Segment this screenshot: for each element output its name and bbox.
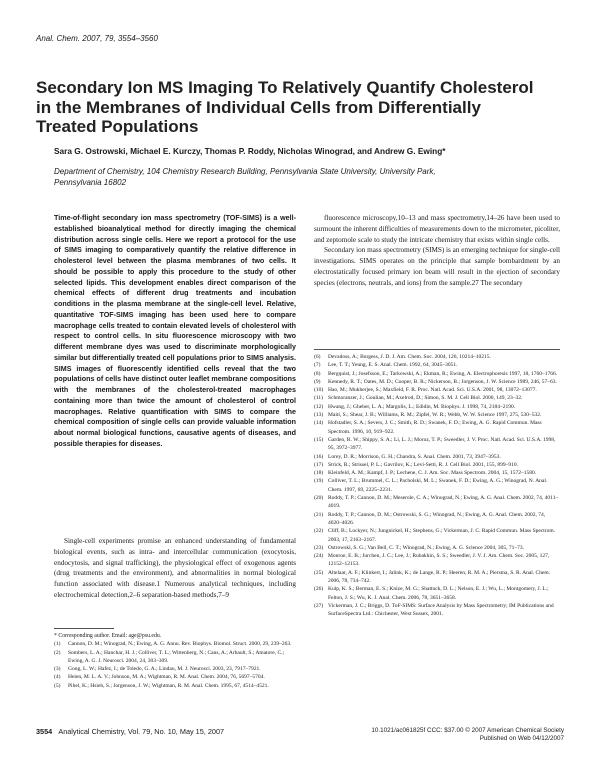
reference-number: (20) [314,495,324,502]
references-left [54,632,296,690]
reference-item [314,569,560,586]
citation-details: 2007, 79, 3554–3560 [82,34,158,43]
reference-number: (12) [314,403,324,410]
reference-number: (14) [314,420,324,427]
reference-item [54,682,296,690]
paragraph: Single-cell experiments promise an enhanced understanding of fundamental biological events, such as intra- and intercellular communication (exocytosis, endocytosis, and signal trafficking), the physiological effect of exogenous agents (drug treatments and the environment), and abnormalities in normal biological function associated with disease.1 Numerous analytical techniques, including electrochemical detection,2–6 separation-based methods,7–9 [54,537,296,599]
reference-text: Monroe, E. B.; Jurchen, J. C.; Lee, J.; Rubakhin, S. S.; Sweedler, J. V. J. Am. Chem. Soc. 2005, 127, 12152–12153. [328,553,550,568]
reference-number: (9) [314,378,321,385]
page-footer-right [330,727,564,743]
reference-number: (13) [314,412,324,419]
reference-number: (10) [314,387,324,394]
reference-number: (22) [314,528,324,535]
reference-number: (19) [314,478,324,485]
footnote-divider [54,628,114,629]
reference-number: (27) [314,602,324,609]
reference-number: (24) [314,553,324,560]
paragraph: fluorescence microscopy,10–13 and mass spectrometry,14–26 have been used to surmount the inherent difficulties of measurements down to the micrometer, picoliter, and zeptomole scale to study the intricate chemistry that exists within single cells. [314,214,560,244]
reference-text: Cliff, B.; Lockyer, N.; Jungnickel, H.; Stephens, G.; Vickerman, J. C. Rapid Commun. Mass Spectrom. 2003, 17, 2163–2167. [328,528,556,543]
reference-text: Hofstadler, S. A.; Severs, J. C.; Smith, R. D.; Swanek, F. D.; Ewing, A. G. Rapid Commun. Mass Spectrom. 1996, 10, 919–922. [328,420,542,435]
reference-item [314,353,560,361]
reference-number: (21) [314,511,324,518]
reference-item [314,386,560,394]
reference-number: (3) [54,666,61,673]
published-line: Published on Web 04/12/2007 [479,735,564,742]
reference-number: (16) [314,453,324,460]
reference-text: Roddy, T. P.; Cannon, D. M.; Ostrowski, S. G.; Winograd, N.; Ewing, A. G. Anal. Chem. 2002, 74, 4020–4026. [328,511,546,526]
reference-item [314,403,560,411]
reference-number: (1) [54,641,61,648]
reference-number: (4) [54,674,61,681]
doi-line: 10.1021/ac061825f CCC: $37.00 © 2007 American Chemical Society [371,727,564,734]
reference-number: (15) [314,436,324,443]
reference-text: Kleinfeld, A. M.; Kampf, J. P.; Lechene, C. J. Am. Soc. Mass Spectrom. 2004, 15, 1572–1580. [328,470,537,477]
reference-item [314,378,560,386]
reference-item [314,453,560,461]
reference-text: Kulp, K. S.; Berman, E. S.; Knize, M. G.; Shattuck, D. L.; Nelson, E. J.; Wu, L.; Montgomery, J. L.; Felton, J. S.; Wu, K. J. Anal. Chem. 2006, 78, 3651–3658. [328,586,549,601]
reference-number: (11) [314,395,323,402]
reference-text: Gong, L. W.; Hafez, I.; de Toledo, G. A.; Lindau, M. J. Neurosci. 2003, 23, 7917–7921. [68,666,261,673]
reference-item [314,494,560,511]
reference-item [314,370,560,378]
reference-number: (2) [54,649,61,656]
reference-text: Garden, R. W.; Shippy, S. A.; Li, L. J.; Moroz, T. P.; Sweedler, J. V. Proc. Natl. Acad. Sci. U.S.A. 1998, 95, 3972–3977. [328,436,556,452]
references-right [314,353,560,619]
reference-item [314,361,560,369]
reference-text: Hao, M.; Mukherjee, S.; Maxfield, F. R. Proc. Natl. Acad. Sci. U.S.A. 2001, 98, 13072–13077. [328,387,537,394]
reference-text: Colliver, T. L.; Brummel, C. L.; Pacholski, M. L.; Swanek, F. D.; Ewing, A. G.; Winograd, N. Anal. Chem. 1997, 69, 2225–2231. [328,478,548,493]
reference-text: Maiti, S.; Shear, J. B.; Williams, R. M.; Zipfel, W. R.; Webb, W. W. Science 1997, 275, 530–532. [328,412,542,419]
reference-number: (25) [314,569,324,576]
reference-number: (26) [314,586,324,593]
reference-item [314,394,560,402]
reference-item [314,461,560,469]
reference-text: Bergquist, J.; Josefsson, E.; Tarkowski, A.; Ekman, R.; Ewing, A. Electrophoresis 1997, 18, 1760–1766. [328,370,558,377]
reference-item [54,665,296,673]
reference-list [54,640,296,690]
reference-number: (23) [314,544,324,551]
affiliation: Department of Chemistry, 104 Chemistry Research Building, Pennsylvania State University, University Park, Pennsylvania 16802 [54,167,436,187]
reference-number: (5) [54,682,61,689]
reference-text: Strick, R.; Strissel, P. L.; Gavrilov, K.; Levi-Setti, R. J. Cell Biol. 2001, 155, 899–910. [328,461,519,468]
reference-text: Lee, T. T.; Yeung, E. S. Anal. Chem. 1992, 64, 3045–3051. [328,362,458,369]
journal-name: Anal. Chem. [36,34,81,43]
reference-text: Sombers, L. A.; Hanchar, H. J.; Colliver, T. L.; Wittenberg, N.; Cans, A.; Arbault, S.; Amatore, C.; Ewing, A. G. J. Neurosci. 2004, 24, 303–309. [68,649,285,664]
reference-item [314,585,560,602]
reference-item [54,640,296,648]
reference-text: Hwang, J.; Gheber, L. A.; Margolis, L.; Edidin, M. Biophys. J. 1998, 74, 2184–2190. [328,403,516,410]
reference-text: Cannon, D. M.; Winograd, N.; Ewing, A. G. Annu. Rev. Biophys. Biomol. Struct. 2000, 29, 239–263. [68,641,292,648]
reference-item [314,527,560,544]
reference-item [314,411,560,419]
journal-info: Analytical Chemistry, Vol. 79, No. 10, May 15, 2007 [58,727,225,736]
reference-number: (17) [314,461,324,468]
reference-text: Altelaar, A. F.; Klinkert, I.; Jalink, K.; de Lange, R. P.; Heeren, R. M. A.; Piersma, S. R. Anal. Chem. 2006, 78, 734–742. [328,569,551,585]
body-text-right [314,213,560,289]
reference-item [314,419,560,436]
body-text-left [54,536,296,601]
reference-item [314,552,560,569]
journal-citation [36,34,158,43]
reference-number: (18) [314,470,324,477]
reference-item [314,469,560,477]
corresponding-author-note: * Corresponding author. Email: age@psu.edu. [54,633,162,639]
paragraph: Secondary ion mass spectrometry (SIMS) is an emerging technique for single-cell investigations. SIMS operates on the principle that sample bombardment by an electrostatically focused primary ion beam will result in the ejection of secondary species (electrons, neutrals, and ions) from the sample.27 The secondary [314,246,560,287]
reference-item [54,673,296,681]
reference-number: (6) [314,354,321,360]
article-title: Secondary Ion MS Imaging To Relatively Quantify Cholesterol in the Membranes of Individual Cells from Differentially Treated Populations [36,78,534,136]
reference-text: Schmoranzer, J.; Goulian, M.; Axelrod, D.; Simon, S. M. J. Cell Biol. 2000, 149, 23–32. [328,395,523,402]
reference-item [314,511,560,528]
reference-text: Devadoss, A.; Burgess, J. D. J. Am. Chem. Soc. 2004, 126, 10214–10215. [328,354,491,360]
abstract: Time-of-flight secondary ion mass spectrometry (TOF-SIMS) is a well-established bioanalytical method for directly imaging the chemical distribution across single cells. Here we report a protocol for the use of SIMS imaging to comparatively quantify the relative difference in cholesterol level between the plasma membranes of two cells. It should be possible to apply this procedure to the study of other selected lipids. This development enables direct comparison of the chemical effects of different drug treatments and incubation conditions in the plasma membrane at the single-cell level. Relative, quantitative TOF-SIMS imaging has been used here to compare macrophage cells treated to contain elevated levels of cholesterol with respect to control cells. In situ fluorescence microscopy with two different membrane dyes was used to discriminate morphologically similar but differentially treated cell populations prior to SIMS analysis. SIMS images of fluorescently identified cells reveal that the two populations of cells have distinct outer leaflet membrane compositions with the membranes of the cholesterol-treated macrophages containing more than twice the amount of cholesterol of control macrophages. Relative quantification with SIMS to compare the chemical composition of single cells can provide valuable information about normal biological functions, causative agents of diseases, and possible therapies for diseases. [54,214,296,448]
reference-item [314,544,560,552]
page-footer-left [36,727,224,736]
reference-text: Ostrowski, S. G.; Van Bell, C. T.; Winograd, N.; Ewing, A. G. Science 2004, 305, 71–73. [328,544,524,551]
author-list: Sara G. Ostrowski, Michael E. Kurczy, Thomas P. Roddy, Nicholas Winograd, and Andrew G. Ewing* [54,146,446,156]
reference-number: (8) [314,370,321,377]
references-divider [314,349,560,350]
reference-text: Lorey, D. R.; Morrison, G. H.; Chandra, S. Anal. Chem. 2001, 73, 3947–3953. [328,453,501,460]
reference-text: Vickerman, J. C.; Briggs, D. ToF-SIMS: Surface Analysis by Mass Spectrometry; IM Publications and SurfaceSpectra Ltd.: Chichester, West Sussex, 2001. [328,602,554,618]
reference-text: Heien, M. L. A. V.; Johnson, M. A.; Wightman, R. M. Anal. Chem. 2004, 76, 5697–5704. [68,674,265,681]
reference-item [314,436,560,453]
reference-number: (7) [314,362,321,369]
reference-text: Pihel, K.; Hsieh, S.; Jorgenson, J. W.; Wightman, R. M. Anal. Chem. 1995, 67, 4514–4521. [68,682,269,689]
reference-text: Roddy, T. P.; Cannon, D. M.; Meserole, C. A.; Winograd, N.; Ewing, A. G. Anal. Chem. 2002, 74, 4011–4019. [328,495,559,510]
page-number: 3554 [36,727,53,736]
reference-item [314,477,560,494]
reference-text: Kennedy, R. T.; Oates, M. D.; Cooper, B. R.; Nickerson, B.; Jorgenson, J. W. Science 1989, 246, 57–63. [328,378,557,385]
reference-item [54,649,296,666]
reference-item [314,602,560,619]
